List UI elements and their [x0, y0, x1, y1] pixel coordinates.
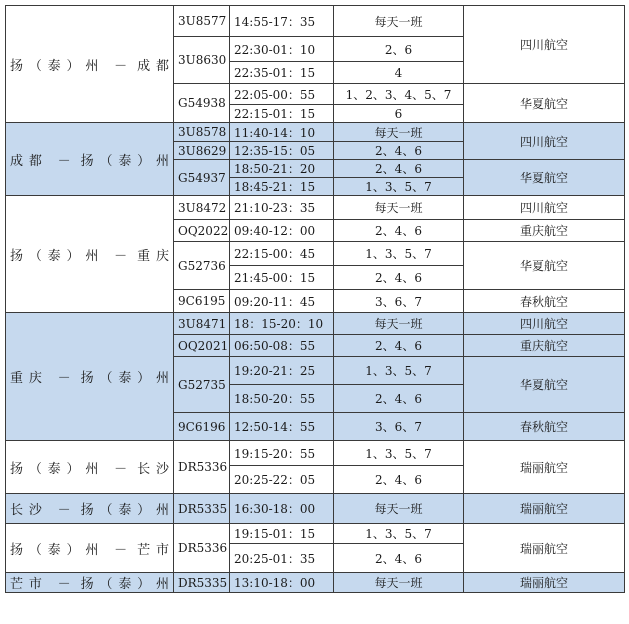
airline-cell: 华夏航空 [464, 242, 625, 290]
operating-days-cell: 2、4、6 [334, 160, 464, 178]
flight-time-cell: 11:40-14：10 [230, 123, 334, 142]
operating-days-cell: 1、3、5、7 [334, 242, 464, 266]
operating-days-cell: 6 [334, 105, 464, 123]
schedule-body [6, 6, 625, 593]
flight-number-cell: G52735 [174, 357, 230, 413]
operating-days-cell: 2、4、6 [334, 544, 464, 573]
table-row [6, 441, 625, 466]
flight-number-cell: 3U8577 [174, 6, 230, 37]
flight-number-cell: G54937 [174, 160, 230, 196]
operating-days-cell: 1、3、5、7 [334, 441, 464, 466]
flight-number-cell: OQ2022 [174, 220, 230, 242]
operating-days-cell: 2、4、6 [334, 466, 464, 494]
operating-days-cell: 2、6 [334, 37, 464, 62]
airline-cell: 华夏航空 [464, 160, 625, 196]
operating-days-cell: 2、4、6 [334, 385, 464, 413]
flight-number-cell: 3U8629 [174, 142, 230, 160]
flight-time-cell: 09:40-12：00 [230, 220, 334, 242]
airline-cell: 春秋航空 [464, 413, 625, 441]
airline-cell: 重庆航空 [464, 335, 625, 357]
route-cell: 成都 － 扬（泰）州 [6, 123, 174, 196]
flight-time-cell: 12:50-14：55 [230, 413, 334, 441]
operating-days-cell: 1、2、3、4、5、7 [334, 84, 464, 105]
flight-time-cell: 18：15-20：10 [230, 313, 334, 335]
route-cell: 扬（泰）州 － 成都 [6, 6, 174, 123]
airline-cell: 四川航空 [464, 313, 625, 335]
operating-days-cell: 2、4、6 [334, 266, 464, 290]
flight-time-cell: 19:15-20：55 [230, 441, 334, 466]
airline-cell: 瑞丽航空 [464, 494, 625, 524]
flight-time-cell: 19:15-01：15 [230, 524, 334, 544]
flight-time-cell: 14:55-17：35 [230, 6, 334, 37]
airline-cell: 四川航空 [464, 123, 625, 160]
airline-cell: 瑞丽航空 [464, 524, 625, 573]
operating-days-cell: 4 [334, 62, 464, 84]
flight-number-cell: DR5335 [174, 494, 230, 524]
flight-time-cell: 18:45-21：15 [230, 178, 334, 196]
route-cell: 扬（泰）州 － 长沙 [6, 441, 174, 494]
flight-time-cell: 12:35-15：05 [230, 142, 334, 160]
airline-cell: 四川航空 [464, 6, 625, 84]
operating-days-cell: 每天一班 [334, 573, 464, 593]
flight-number-cell: OQ2021 [174, 335, 230, 357]
flight-number-cell: 9C6195 [174, 290, 230, 313]
airline-cell: 瑞丽航空 [464, 441, 625, 494]
route-cell: 扬（泰）州 － 重庆 [6, 196, 174, 313]
operating-days-cell: 1、3、5、7 [334, 178, 464, 196]
operating-days-cell: 3、6、7 [334, 290, 464, 313]
operating-days-cell: 2、4、6 [334, 220, 464, 242]
flight-time-cell: 20:25-22：05 [230, 466, 334, 494]
route-cell: 长沙 － 扬（泰）州 [6, 494, 174, 524]
flight-time-cell: 20:25-01：35 [230, 544, 334, 573]
operating-days-cell: 1、3、5、7 [334, 357, 464, 385]
operating-days-cell: 每天一班 [334, 196, 464, 220]
operating-days-cell: 每天一班 [334, 494, 464, 524]
route-cell: 芒市 － 扬（泰）州 [6, 573, 174, 593]
flight-time-cell: 22:35-01：15 [230, 62, 334, 84]
flight-number-cell: DR5336 [174, 524, 230, 573]
flight-time-cell: 06:50-08：55 [230, 335, 334, 357]
flight-number-cell: DR5336 [174, 441, 230, 494]
flight-time-cell: 21:10-23：35 [230, 196, 334, 220]
table-row [6, 313, 625, 335]
flight-time-cell: 19:20-21：25 [230, 357, 334, 385]
operating-days-cell: 2、4、6 [334, 335, 464, 357]
flight-number-cell: 3U8578 [174, 123, 230, 142]
flight-number-cell: 3U8471 [174, 313, 230, 335]
route-cell: 重庆 － 扬（泰）州 [6, 313, 174, 441]
flight-number-cell: 9C6196 [174, 413, 230, 441]
flight-time-cell: 09:20-11：45 [230, 290, 334, 313]
flight-schedule-table [5, 5, 625, 593]
flight-time-cell: 22:05-00：55 [230, 84, 334, 105]
operating-days-cell: 每天一班 [334, 123, 464, 142]
flight-time-cell: 18:50-20：55 [230, 385, 334, 413]
flight-number-cell: 3U8472 [174, 196, 230, 220]
route-cell: 扬（泰）州 － 芒市 [6, 524, 174, 573]
airline-cell: 春秋航空 [464, 290, 625, 313]
airline-cell: 四川航空 [464, 196, 625, 220]
flight-time-cell: 21:45-00：15 [230, 266, 334, 290]
flight-number-cell: 3U8630 [174, 37, 230, 84]
flight-time-cell: 22:15-00：45 [230, 242, 334, 266]
operating-days-cell: 1、3、5、7 [334, 524, 464, 544]
table-row [6, 6, 625, 37]
table-row [6, 524, 625, 544]
operating-days-cell: 每天一班 [334, 6, 464, 37]
table-row [6, 196, 625, 220]
flight-number-cell: G52736 [174, 242, 230, 290]
airline-cell: 华夏航空 [464, 84, 625, 123]
flight-time-cell: 13:10-18：00 [230, 573, 334, 593]
table-row [6, 573, 625, 593]
operating-days-cell: 3、6、7 [334, 413, 464, 441]
flight-time-cell: 22:15-01：15 [230, 105, 334, 123]
flight-number-cell: DR5335 [174, 573, 230, 593]
operating-days-cell: 2、4、6 [334, 142, 464, 160]
flight-time-cell: 16:30-18：00 [230, 494, 334, 524]
airline-cell: 瑞丽航空 [464, 573, 625, 593]
table-row [6, 123, 625, 142]
table-row [6, 494, 625, 524]
airline-cell: 华夏航空 [464, 357, 625, 413]
flight-time-cell: 18:50-21：20 [230, 160, 334, 178]
flight-time-cell: 22:30-01：10 [230, 37, 334, 62]
airline-cell: 重庆航空 [464, 220, 625, 242]
flight-number-cell: G54938 [174, 84, 230, 123]
operating-days-cell: 每天一班 [334, 313, 464, 335]
